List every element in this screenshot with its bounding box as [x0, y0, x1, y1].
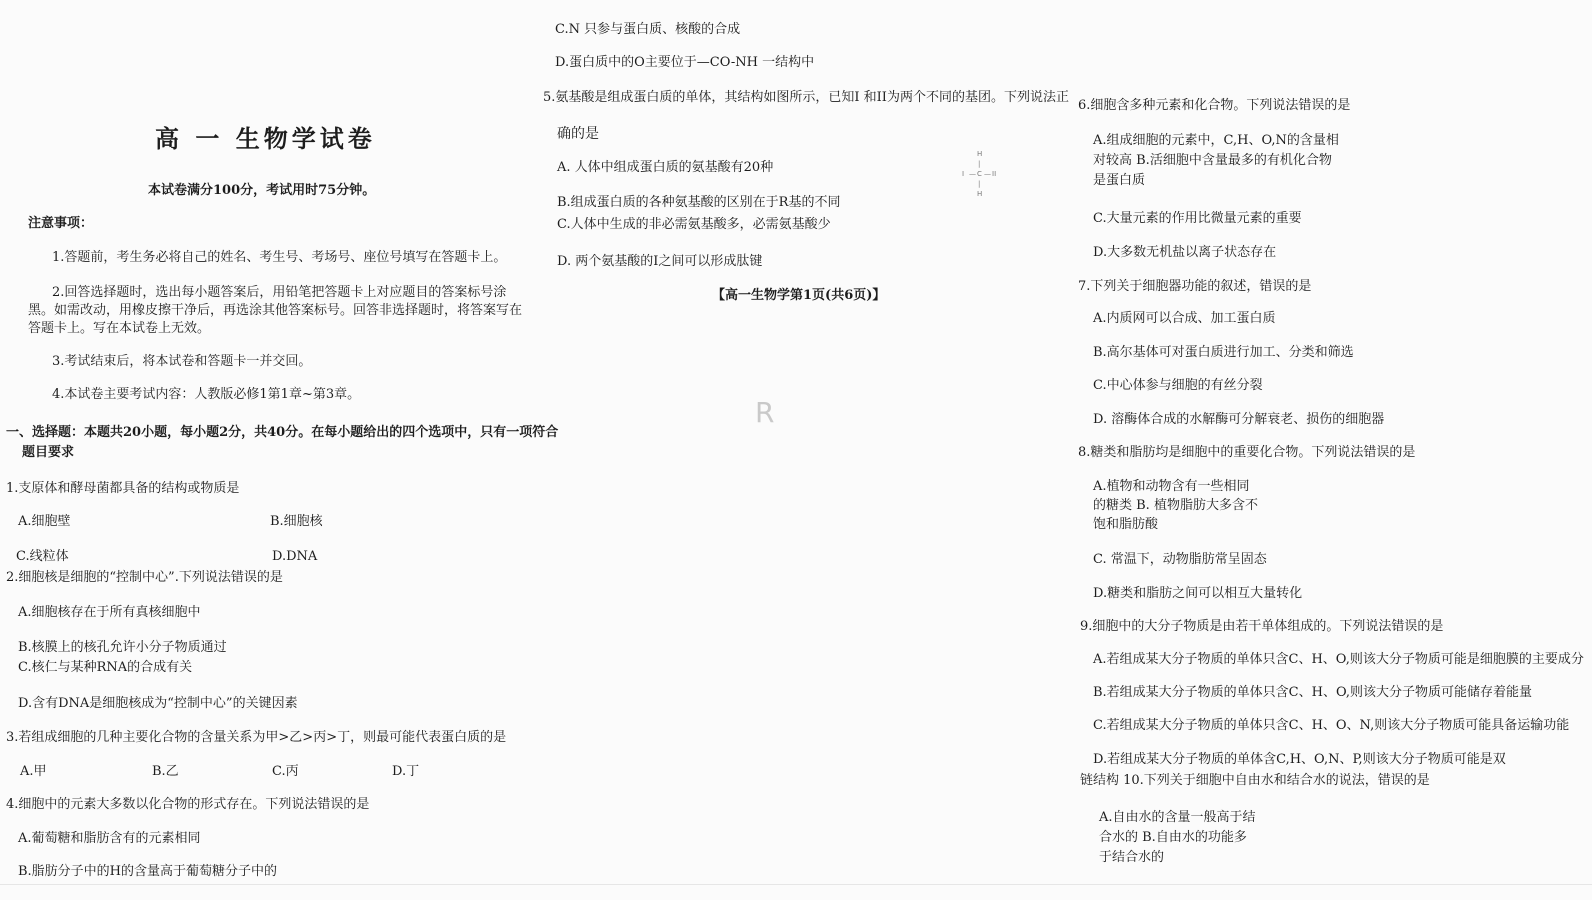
structure-bond-top: |: [978, 160, 981, 168]
q2-option-d: D.含有DNA是细胞核成为“控制中心”的关键因素: [18, 696, 298, 711]
q1-option-b: B.细胞核: [270, 514, 323, 529]
structure-left-label: I: [962, 170, 965, 178]
q6-option-c: C.大量元素的作用比微量元素的重要: [1093, 211, 1302, 226]
q3-option-a: A.甲: [20, 764, 47, 779]
q2-option-a: A.细胞核存在于所有真核细胞中: [18, 605, 201, 620]
section-1-line-1: 一、选择题：本题共20小题，每小题2分，共40分。在每小题给出的四个选项中，只有一项符合: [6, 425, 559, 440]
note-4: 4.本试卷主要考试内容：人教版必修1第1章~第3章。: [52, 387, 361, 402]
q8-option-c: C. 常温下，动物脂肪常呈固态: [1093, 552, 1267, 567]
q9-option-a: A.若组成某大分子物质的单体只含C、H、O,则该大分子物质可能是细胞膜的主要成分: [1093, 652, 1584, 667]
structure-top-label: H: [977, 150, 983, 158]
page-bottom-divider: [0, 884, 1592, 885]
question-7: 7.下列关于细胞器功能的叙述，错误的是: [1078, 279, 1312, 294]
note-2-line-3: 答题卡上。写在本试卷上无效。: [28, 321, 211, 336]
exam-subtitle: 本试卷满分100分，考试用时75分钟。: [148, 183, 376, 198]
question-4: 4.细胞中的元素大多数以化合物的形式存在。下列说法错误的是: [6, 797, 370, 812]
exam-title: 高 一 生物学试卷: [155, 124, 376, 153]
question-5-line-2: 确的是: [557, 126, 599, 142]
q5-option-a: A. 人体中组成蛋白质的氨基酸有20种: [557, 160, 774, 175]
q6-option-a-line-2: 对较高 B.活细胞中含量最多的有机化合物: [1093, 153, 1332, 168]
note-3: 3.考试结束后，将本试卷和答题卡一并交回。: [52, 354, 312, 369]
scan-smudge: R: [755, 396, 775, 429]
q1-option-d: D.DNA: [272, 549, 318, 564]
q8-option-d: D.糖类和脂肪之间可以相互大量转化: [1093, 586, 1303, 601]
q9-option-c: C.若组成某大分子物质的单体只含C、H、O、N,则该大分子物质可能具备运输功能: [1093, 718, 1570, 733]
q9-option-d-line-2: 链结构 10.下列关于细胞中自由水和结合水的说法，错误的是: [1080, 773, 1430, 788]
q2-option-b: B.核膜上的核孔允许小分子物质通过: [18, 640, 227, 655]
question-3: 3.若组成细胞的几种主要化合物的含量关系为甲>乙>丙>丁，则最可能代表蛋白质的是: [6, 730, 507, 745]
question-8: 8.糖类和脂肪均是细胞中的重要化合物。下列说法错误的是: [1078, 445, 1416, 460]
q7-option-a: A.内质网可以合成、加工蛋白质: [1093, 311, 1276, 326]
page-footer: 【高一生物学第1页(共6页)】: [712, 288, 886, 303]
q7-option-c: C.中心体参与细胞的有丝分裂: [1093, 378, 1263, 393]
q7-option-d: D. 溶酶体合成的水解酶可分解衰老、损伤的细胞器: [1093, 412, 1385, 427]
notes-heading: 注意事项：: [28, 216, 94, 231]
q8-option-a-line-2: 的糖类 B. 植物脂肪大多含不: [1093, 498, 1258, 513]
structure-center-label: C: [977, 170, 982, 178]
question-6: 6.细胞含多种元素和化合物。下列说法错误的是: [1078, 98, 1351, 113]
q4-option-d: D.蛋白质中的O主要位于—CO-NH 一结构中: [555, 55, 815, 70]
amino-acid-structure-figure: [962, 150, 1002, 200]
q10-option-a-line-3: 于结合水的: [1099, 850, 1165, 865]
q1-option-a: A.细胞壁: [18, 514, 71, 529]
q7-option-b: B.高尔基体可对蛋白质进行加工、分类和筛选: [1093, 345, 1354, 360]
q8-option-a-line-1: A.植物和动物含有一些相同: [1093, 479, 1250, 494]
q2-option-c: C.核仁与某种RNA的合成有关: [18, 660, 193, 675]
q8-option-a-line-3: 饱和脂肪酸: [1093, 517, 1159, 532]
note-2-line-1: 2.回答选择题时，选出每小题答案后，用铅笔把答题卡上对应题目的答案标号涂: [52, 285, 507, 300]
q4-option-c: C.N 只参与蛋白质、核酸的合成: [555, 22, 741, 37]
question-5-line-1: 5.氨基酸是组成蛋白质的单体，其结构如图所示，已知I 和II为两个不同的基团。下列说法正: [543, 90, 1069, 105]
question-1: 1.支原体和酵母菌都具备的结构或物质是: [6, 481, 240, 496]
q3-option-d: D.丁: [392, 764, 420, 779]
structure-bond-bottom: |: [978, 180, 981, 188]
q5-option-b: B.组成蛋白质的各种氨基酸的区别在于R基的不同: [557, 195, 841, 210]
structure-bottom-label: H: [977, 190, 983, 198]
structure-bond-right: —: [984, 170, 991, 178]
q3-option-c: C.丙: [272, 764, 299, 779]
q10-option-a-line-2: 合水的 B.自由水的功能多: [1099, 830, 1247, 845]
q6-option-a-line-1: A.组成细胞的元素中，C,H、O,N的含量相: [1093, 133, 1339, 148]
q10-option-a-line-1: A.自由水的含量一般高于结: [1099, 810, 1256, 825]
q3-option-b: B.乙: [152, 764, 179, 779]
q4-option-b: B.脂肪分子中的H的含量高于葡萄糖分子中的: [18, 864, 278, 879]
structure-bond-left: —: [969, 170, 976, 178]
q6-option-a-line-3: 是蛋白质: [1093, 173, 1146, 188]
q4-option-a: A.葡萄糖和脂肪含有的元素相同: [18, 831, 201, 846]
q9-option-b: B.若组成某大分子物质的单体只含C、H、O,则该大分子物质可能储存着能量: [1093, 685, 1532, 700]
q5-option-d: D. 两个氨基酸的I之间可以形成肽键: [557, 254, 763, 269]
question-2: 2.细胞核是细胞的“控制中心”.下列说法错误的是: [6, 570, 283, 585]
note-1: 1.答题前，考生务必将自己的姓名、考生号、考场号、座位号填写在答题卡上。: [52, 250, 507, 265]
section-1-line-2: 题目要求: [22, 445, 75, 460]
q5-option-c: C.人体中生成的非必需氨基酸多，必需氨基酸少: [557, 217, 831, 232]
q1-option-c: C.线粒体: [16, 549, 69, 564]
q9-option-d-line-1: D.若组成某大分子物质的单体含C,H、O,N、P,则该大分子物质可能是双: [1093, 752, 1506, 767]
structure-right-label: II: [992, 170, 997, 178]
question-9: 9.细胞中的大分子物质是由若干单体组成的。下列说法错误的是: [1080, 619, 1444, 634]
note-2-line-2: 黑。如需改动，用橡皮擦干净后，再选涂其他答案标号。回答非选择题时，将答案写在: [28, 303, 523, 318]
q6-option-d: D.大多数无机盐以离子状态存在: [1093, 245, 1277, 260]
